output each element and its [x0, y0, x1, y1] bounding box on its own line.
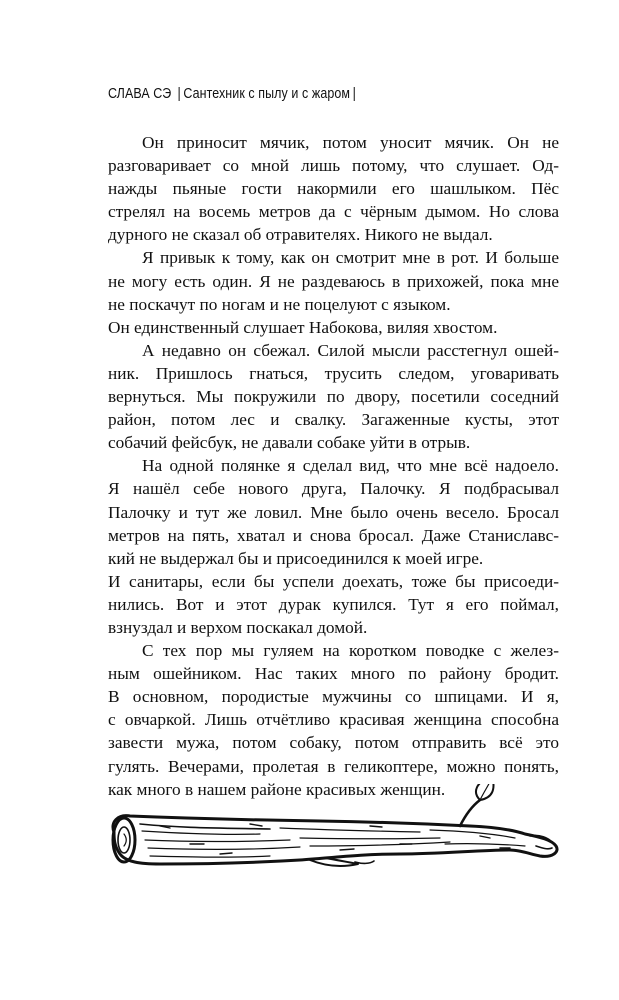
text-line: гулять. Вечерами, пролетая в геликоптере, можно понять,: [108, 756, 559, 776]
body-text: [108, 131, 559, 801]
running-head-title: Сантехник с пылу и с жаром: [183, 86, 351, 102]
text-line: На одной полянке я сделал вид, что мне всё надоело.: [142, 456, 559, 476]
text-line: ным ошейником. Нас таких много по району бродит.: [108, 664, 559, 684]
running-head-author: СЛАВА СЭ: [108, 86, 172, 102]
text-line: метров на пять, хватал и снова бросал. Даже Станиславс-: [108, 525, 559, 545]
text-line: нились. Вот и этот дурак купился. Тут я его поймал,: [108, 594, 559, 614]
text-line: Я нашёл себе нового друга, Палочку. Я подбрасывал: [108, 479, 559, 499]
text-line: разговаривает со мной лишь потому, что слушает. Од-: [108, 156, 559, 176]
text-line: Он единственный слушает Набокова, виляя хвостом.: [108, 317, 498, 337]
text-line: завести мужа, потом собаку, потом отправить всё это: [108, 733, 559, 753]
text-line: Я привык к тому, как он смотрит мне в рот. И больше: [142, 248, 559, 268]
text-line: не могу есть один. Я не раздеваюсь в прихожей, пока мне: [108, 271, 559, 291]
text-line: стрелял на восемь метров да с чёрным дымом. Но слова: [108, 202, 559, 222]
text-line: не поскачут по ногам и не поцелуют с языком.: [108, 294, 451, 314]
text-line: В основном, породистые мужчины со шпицами. И я,: [108, 687, 559, 707]
running-head-separator: |: [177, 86, 181, 102]
running-head-separator-end: |: [352, 86, 356, 102]
text-line: И санитары, если бы успели доехать, тоже бы присоеди-: [108, 571, 559, 591]
text-line: А недавно он сбежал. Силой мысли расстегнул ошей-: [142, 340, 559, 360]
stick-with-leaf-icon: [100, 784, 570, 874]
running-head: [108, 86, 359, 102]
text-line: Палочку и тут же ловил. Мне было очень весело. Бросал: [108, 502, 559, 522]
text-line: район, потом лес и свалку. Загаженные кусты, этот: [108, 410, 559, 430]
text-line: как много в нашем районе красивых женщин.: [108, 779, 446, 799]
text-line: ник. Пришлось гнаться, трусить следом, уговаривать: [108, 363, 559, 383]
text-line: С тех пор мы гуляем на коротком поводке с желез-: [142, 641, 559, 661]
text-line: собачий фейсбук, не давали собаке уйти в отрыв.: [108, 433, 471, 453]
text-line: с овчаркой. Лишь отчётливо красивая женщина способна: [108, 710, 559, 730]
text-line: нажды пьяные гости накормили его шашлыком. Пёс: [108, 179, 559, 199]
text-line: взнуздал и верхом поскакал домой.: [108, 617, 368, 637]
text-line: кий не выдержал бы и присоединился к моей игре.: [108, 548, 484, 568]
text-line: Он приносит мячик, потом уносит мячик. Он не: [142, 133, 559, 152]
text-line: вернуться. Мы покружили по двору, посетили соседний: [108, 387, 559, 407]
text-line: дурного не сказал об отравителях. Никого не выдал.: [108, 225, 493, 245]
